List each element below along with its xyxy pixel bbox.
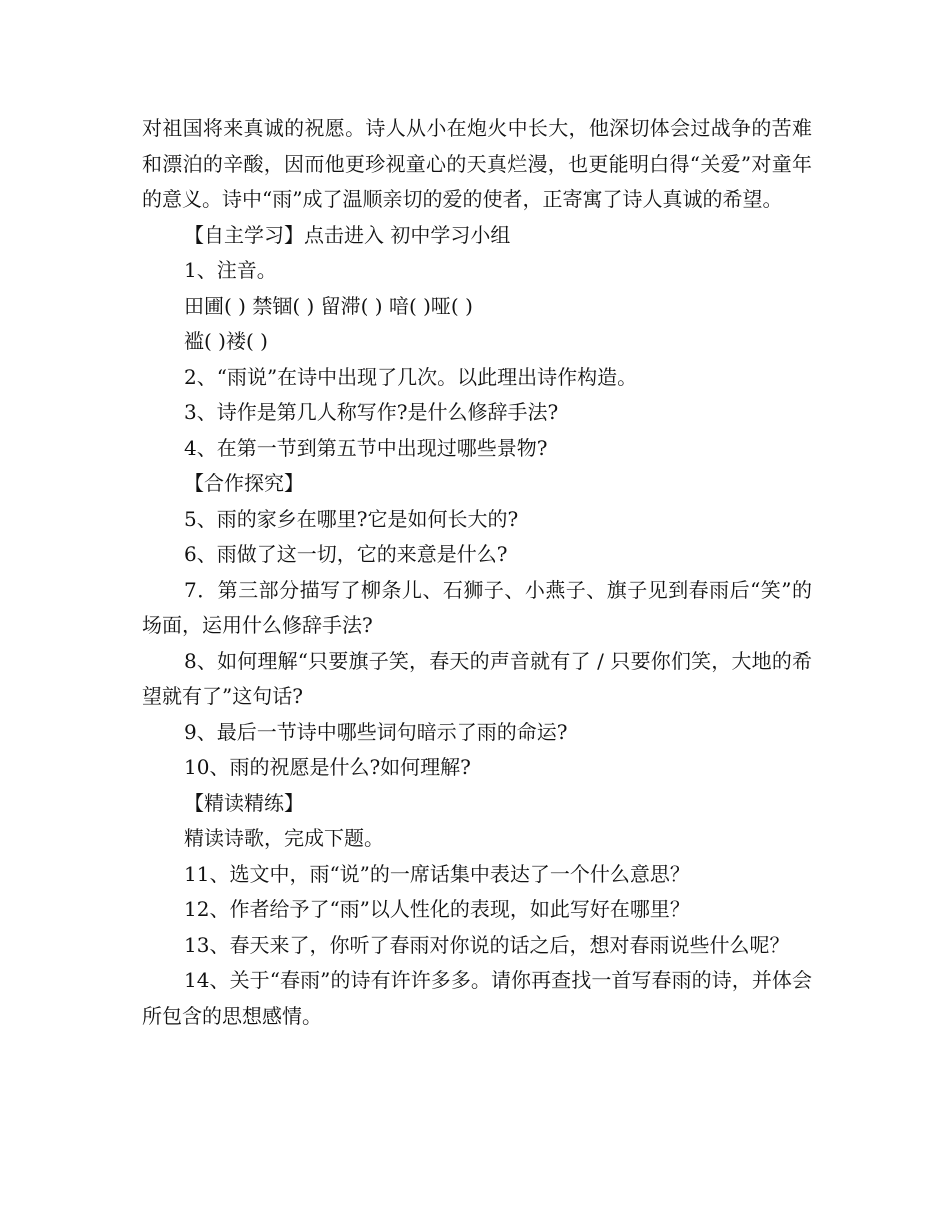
cooperative-heading: 【合作探究】: [184, 471, 304, 495]
question-10: 10、雨的祝愿是什么?如何理解?: [184, 755, 471, 779]
question-8: 8、如何理解“只要旗子笑，春天的声音就有了 / 只要你们笑，大地的希望就有了”这句话?: [142, 648, 812, 708]
question-12: 12、作者给予了“雨”以人性化的表现，如此写好在哪里？: [184, 897, 690, 921]
intro-paragraph: 对祖国将来真诚的祝愿。诗人从小在炮火中长大，他深切体会过战争的苦难和漂泊的辛酸，因而他更珍视童心的天真烂漫，也更能明白得“关爱”对童年的意义。诗中“雨”成了温顺亲切的爱的使者，正寄寓了诗人真诚的希望。: [142, 116, 812, 211]
phonetics-line-2: 褴( )褛( ): [184, 329, 268, 353]
question-11: 11、选文中，雨“说”的一席话集中表达了一个什么意思？: [184, 861, 690, 886]
intensive-instruction: 精读诗歌，完成下题。: [184, 826, 384, 850]
intensive-heading: 【精读精练】: [184, 790, 304, 815]
document-body: [142, 111, 812, 1034]
phonetics-line-1: 田圃( ) 禁锢( ) 留滞( ) 喑( )哑( ): [184, 293, 473, 318]
question-1: 1、注音。: [184, 258, 277, 282]
question-14: 14、关于“春雨”的诗有许许多多。请你再查找一首写春雨的诗，并体会所包含的思想感情。: [142, 968, 812, 1028]
question-4: 4、在第一节到第五节中出现过哪些景物?: [184, 435, 548, 460]
question-5: 5、雨的家乡在哪里?它是如何长大的?: [184, 506, 519, 531]
question-3: 3、诗作是第几人称写作?是什么修辞手法?: [184, 400, 559, 424]
question-2: 2、“雨说”在诗中出现了几次。以此理出诗作构造。: [184, 364, 638, 389]
question-6: 6、雨做了这一切，它的来意是什么?: [184, 542, 508, 566]
self-study-heading: 【自主学习】点击进入 初中学习小组: [184, 222, 511, 247]
question-7: 7．第三部分描写了柳条儿、石狮子、小燕子、旗子见到春雨后“笑”的场面，运用什么修辞手法?: [142, 577, 812, 637]
question-13: 13、春天来了，你听了春雨对你说的话之后，想对春雨说些什么呢？: [184, 932, 790, 957]
question-9: 9、最后一节诗中哪些词句暗示了雨的命运?: [184, 719, 568, 744]
